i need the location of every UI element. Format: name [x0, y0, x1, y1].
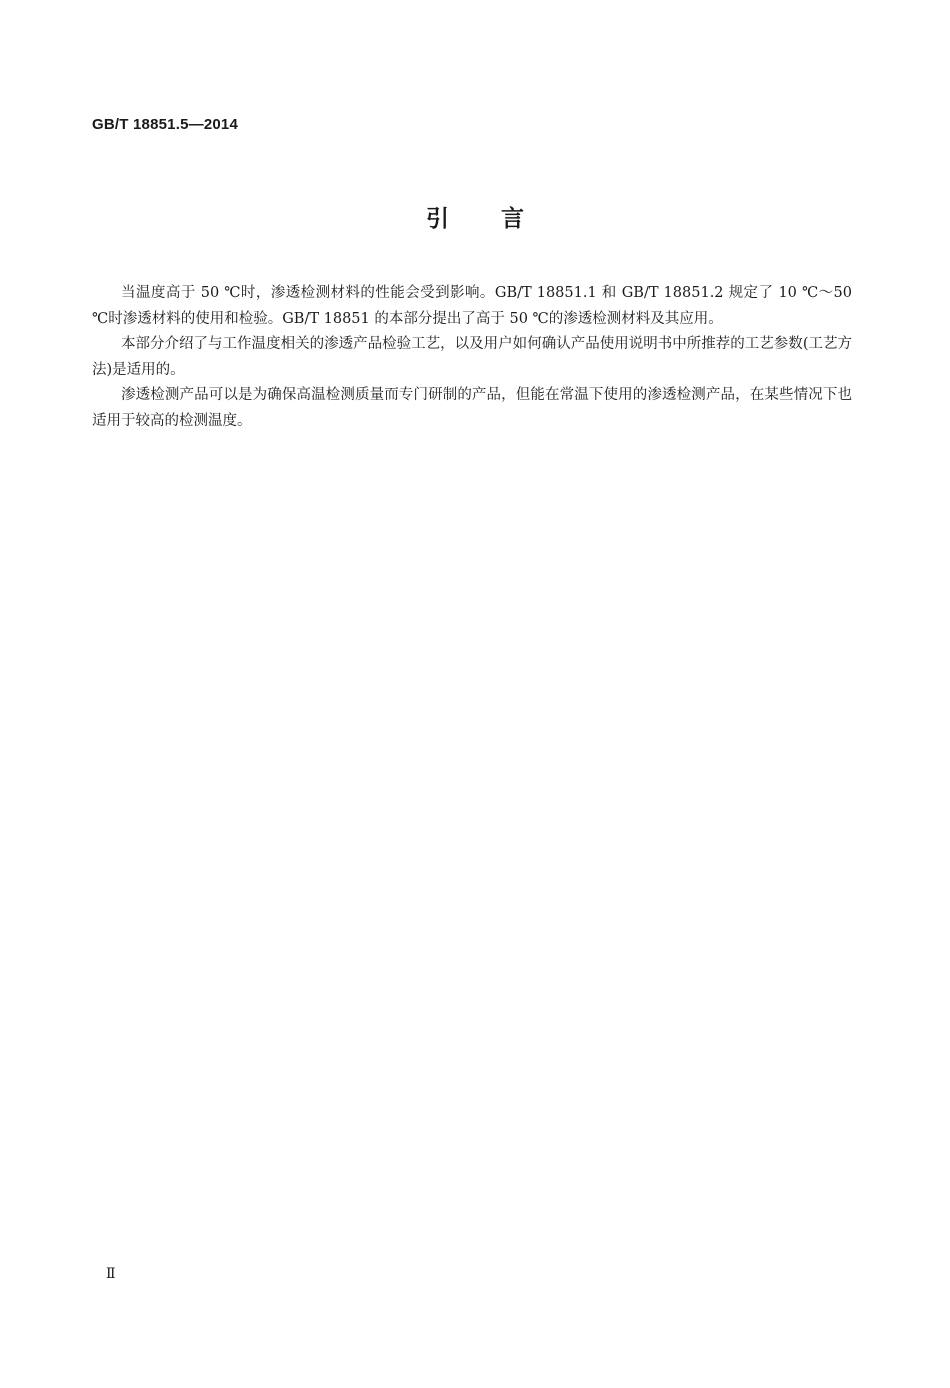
page-number: Ⅱ — [106, 1266, 116, 1282]
section-title: 引言 — [426, 206, 576, 232]
paragraph-3: 渗透检测产品可以是为确保高温检测质量而专门研制的产品，但能在常温下使用的渗透检测产品，在某些情况下也适用于较高的检测温度。 — [92, 387, 852, 429]
paragraph-2: 本部分介绍了与工作温度相关的渗透产品检验工艺，以及用户如何确认产品使用说明书中所推荐的工艺参数(工艺方法)是适用的。 — [92, 336, 852, 378]
standard-code: GB/T 18851.5—2014 — [92, 116, 238, 133]
body-text — [92, 281, 852, 434]
paragraph-1: 当温度高于 50 ℃时，渗透检测材料的性能会受到影响。GB/T 18851.1 和 GB/T 18851.2 规定了 10 ℃～50 ℃时渗透材料的使用和检验。GB/T 18851 的本部分提出了高于 50 ℃的渗透检测材料及其应用。 — [92, 285, 852, 327]
